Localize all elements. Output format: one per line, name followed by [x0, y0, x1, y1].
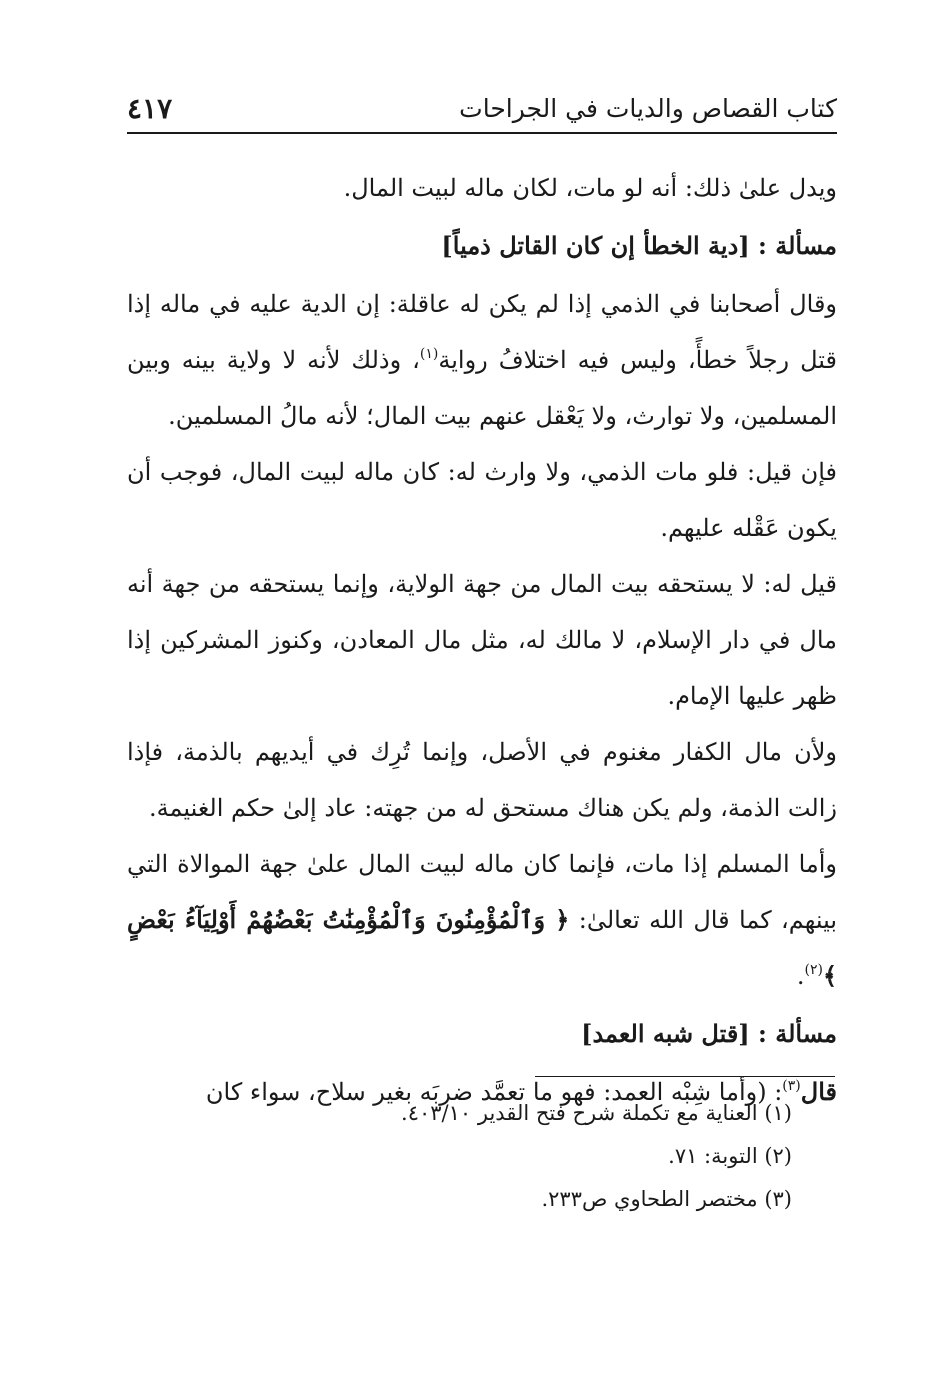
- quran-verse: ﴿ وَٱلْمُؤْمِنُونَ وَٱلْمُؤْمِنَٰتُ بَعْضُهُمْ أَوْلِيَآءُ بَعْضٍ ﴾: [127, 905, 837, 990]
- paragraph-text: : (وأما شِبْه العمد: فهو ما تعمَّد ضربَه بغير سلاح، سواء كان: [205, 1078, 783, 1106]
- paragraph-end: .: [796, 962, 805, 990]
- footnote-3: (٣) مختصر الطحاوي ص٢٣٣.: [541, 1187, 792, 1211]
- paragraph-4: قيل له: لا يستحقه بيت المال من جهة الولاية، وإنما يستحقه من جهة أنه مال في دار الإسلام، لا مالك له، مثل مال المعادن، وكنوز المشركين إذا ظهر عليها الإمام.: [127, 570, 837, 710]
- heading-title: [قتل شبه العمد]: [581, 1019, 750, 1048]
- footnotes: [127, 1092, 792, 1221]
- heading-title: [دية الخطأ إن كان القاتل ذمياً]: [441, 231, 750, 260]
- section-heading-2: [127, 1004, 837, 1064]
- paragraph-3: فإن قيل: فلو مات الذمي، ولا وارث له: كان ماله لبيت المال، فوجب أن يكون عَقْله عليهم.: [127, 458, 837, 542]
- section-heading-1: [127, 216, 837, 276]
- footnote-2: (٢) التوبة: ٧١.: [668, 1144, 792, 1168]
- header-title: كتاب القصاص والديات في الجراحات: [459, 94, 837, 123]
- paragraph-text: وقال أصحابنا في الذمي إذا لم يكن له عاقلة: إن الدية عليه في ماله إذا قتل رجلاً خطأً، وليس فيه اختلافُ رواية: [127, 290, 837, 374]
- paragraph-5: ولأن مال الكفار مغنوم في الأصل، وإنما تُرِك في أيديهم بالذمة، فإذا زالت الذمة، ولم يكن هناك مستحق له من جهته: عاد إلىٰ حكم الغنيمة.: [127, 738, 837, 822]
- footnote-divider: [535, 1076, 835, 1077]
- paragraph-text: وأما المسلم إذا مات، فإنما كان ماله لبيت المال علىٰ جهة الموالاة التي بينهم، كما قال الله تعالىٰ:: [127, 850, 838, 934]
- paragraph-6: [127, 836, 837, 1004]
- paragraph-2: [127, 276, 837, 444]
- paragraph-text: ، وذلك لأنه لا ولاية بينه وبين المسلمين، ولا توارث، ولا يَعْقل عنهم بيت المال؛ لأنه مالُ المسلمين.: [127, 346, 837, 430]
- footnote-ref-3[interactable]: (٣): [782, 1078, 801, 1094]
- footnote-ref-1[interactable]: (١): [419, 346, 439, 362]
- footnote-1: (١) العناية مع تكملة شرح فتح القدير ٤٠٣/١٠.: [401, 1101, 792, 1125]
- main-text: [127, 160, 837, 1120]
- heading-label: مسألة :: [758, 1019, 837, 1048]
- page-number: ٤١٧: [127, 92, 173, 125]
- running-header: [127, 92, 837, 134]
- footnote-ref-2[interactable]: (٢): [804, 962, 823, 978]
- quote-lead: قال: [800, 1077, 837, 1106]
- heading-label: مسألة :: [758, 231, 837, 260]
- paragraph-1: ويدل علىٰ ذلك: أنه لو مات، لكان ماله لبيت المال.: [343, 174, 837, 202]
